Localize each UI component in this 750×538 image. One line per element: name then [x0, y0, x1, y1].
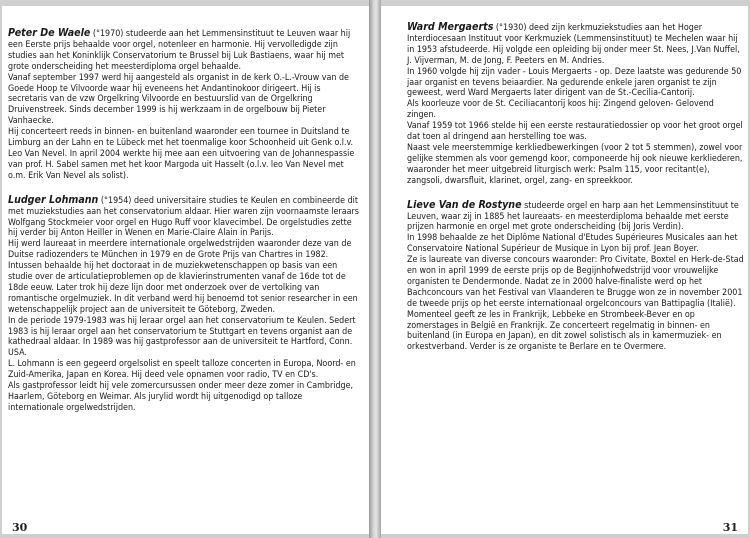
- bio-paragraph: In 1998 behaalde ze het Diplôme National d'Etudes Supérieures Musicales aan het Conservatoire National Supérieur de Musique in Lyon bij prof. Jean Boyer.: [407, 233, 738, 255]
- left-page: [2, 6, 369, 534]
- bio-ludger-lohmann: [8, 195, 360, 414]
- bio-paragraph: [8, 28, 360, 73]
- bio-paragraph: Vanaf september 1997 werd hij aangesteld als organist in de kerk O.-L.-Vrouw van de Goede Hoop te Vilvoorde waar hij eveneens het Andantinokoor dirigeert. Hij is secretaris van de vzw Orgelkring Vilvoorde en bestuurslid van de Orgelkring Druivenstreek. Sinds december 1999 is hij werkzaam in de orgelbouw bij Pieter Vanhaecke.: [8, 72, 349, 127]
- bio-paragraph: L. Lohmann is een gegeerd orgelsolist en speelt talloze concerten in Europa, Noord- en Zuid-Amerika, Japan en Korea. Hij deed vele opnamen voor radio, TV en CD's.: [8, 359, 356, 381]
- bio-name: Ludger Lohmann: [8, 193, 99, 206]
- right-page-text: [407, 22, 745, 366]
- right-page: [381, 6, 748, 534]
- bio-paragraph: Momenteel geeft ze les in Frankrijk, Lebbeke en Strombeek-Bever en op zomerstages in België en Frankrijk. Ze concerteert regelmatig in binnen- en buitenland (in Europa en Japan), en dit zowel solistisch als in kamermuziek- en orkestverband. Verder is ze organiste te Berlare en te Overmere.: [407, 309, 722, 353]
- bio-paragraph: [8, 195, 360, 240]
- bio-name: Ward Mergaerts: [407, 21, 494, 33]
- book-gutter: [369, 0, 381, 538]
- bio-intro-text: studeerde orgel en harp aan het Lemmensinstituut te Leuven, waar zij in 1885 het laureaats- en meesterdiploma behaalde met eerste prijzen harmonie en orgel met grote onderscheiding (bij Joris Verdin).: [407, 200, 739, 233]
- bio-paragraph: Hij concerteert reeds in binnen- en buitenland waaronder een tournee in Duitsland te Limburg an der Lahn en te Lübeck met het toenmalige koor Schoonheid uit Genk o.l.v. Leo Van Nevel. In april 2004 werkte hij mee aan een uitvoering van de Johannespassie van prof. H. Sabel samen met het koor Margoda uit Hasselt (o.l.v. leo Van Nevel met o.m. Erik Van Nevel als solist).: [8, 127, 355, 181]
- bio-name: Peter De Waele: [8, 27, 91, 39]
- bio-paragraph: Ze is laureate van diverse concours waaronder: Pro Civitate, Boxtel en Herk-de-Stad en won in april 1999 de eerste prijs op de Begijnhofwedstrijd voor vrouwelijke organisten te Dendermonde. Nadat ze in 2000 halve-finaliste werd op het Bachconcours van het Festival van Vlaanderen te Brugge won ze in november 2001 de tweede prijs op het eerste internationaal orgelconcours van Battipaglia (Italië).: [407, 255, 744, 309]
- bio-paragraph: Als gastprofessor leidt hij vele zomercursussen onder meer deze zomer in Cambridge, Haarlem, Göteborg en Weimar. Als jurylid wordt hij uitgenodigd op talloze internationale orgelwedstrijden.: [8, 381, 354, 413]
- bio-intro-text: (°1930) deed zijn kerkmuziekstudies aan het Hoger Interdiocesaan Instituut voor Kerkmuziek (Lemmensinstituut) te Mechelen waar hij in 1953 afstudeerde. Hij volgde een opleiding bij onder meer St. Nees, J.Van Nuffel, J. Vijverman, M. de Jong, F. Peeters en M. Andries.: [407, 23, 740, 66]
- bio-peter-de-waele: [8, 28, 360, 182]
- left-page-text: [8, 28, 360, 427]
- bio-paragraph: In de periode 1979-1983 was hij leraar orgel aan het conservatorium te Keulen. Sedert 1983 is hij leraar orgel aan het conservatorium te Stuttgart en tevens organist aan de kathedraal aldaar. In 1989 was hij gastprofessor aan de universiteit te Hartford, Conn. USA.: [8, 315, 356, 359]
- bio-paragraph: [407, 22, 745, 67]
- bio-paragraph: [407, 200, 745, 234]
- bio-paragraph: Intussen behaalde hij het doctoraat in de muziekwetenschappen op basis van een studie over de articulatieproblemen op de klavierinstrumenten vanaf de 16de tot de 18de eeuw. Later trok hij deze lijn door met onderzoek over de vertolking van romantische orgelmuziek. In dit verband werd hij benoemd tot senior researcher in een wetenschappelijk project aan de universiteit te Göteborg, Zweden.: [8, 261, 358, 315]
- bio-paragraph: Naast vele meerstemmige kerkliedbewerkingen (voor 2 tot 5 stemmen), zowel voor gelijke stemmen als voor gemengd koor, componeerde hij ook nieuwe kerkliederen, waaronder het meer uitgebreid liturgisch werk: Psalm 115, voor recitant(e), zangsoli, dwarsfluit, klarinet, orgel, zang- en spreekkoor.: [407, 142, 743, 186]
- page-number: 31: [722, 521, 738, 534]
- bio-lieve-van-de-rostyne: [407, 200, 745, 354]
- bio-ward-mergaerts: [407, 22, 745, 187]
- bio-paragraph: Als koorleuze voor de St. Ceciliacantorij koos hij: Zingend geloven- Gelovend zingen.: [407, 99, 714, 121]
- bio-paragraph: Hij werd laureaat in meerdere internationale orgelwedstrijden waaronder deze van de Duitse radiozenders te München in 1979 en de Grote Prijs van Chartres in 1982.: [8, 239, 352, 261]
- bio-intro-text: (°1970) studeerde aan het Lemmensinstituut te Leuven waar hij een Eerste prijs behaalde voor orgel, notenleer en harmonie. Hij vervolledigde zijn studies aan het Koninklijk Conservatorium te Brussel bij Luk Bastiaens, waar hij met grote onderscheiding het meesterdiploma orgel behaalde.: [8, 29, 351, 72]
- bio-name: Lieve Van de Rostyne: [407, 198, 522, 211]
- bio-paragraph: In 1960 volgde hij zijn vader - Louis Mergaerts - op. Deze laatste was gedurende 50 jaar organist en tevens beiaardier. Na gedurende enkele jaren organist te zijn geweest, werd Ward Mergaerts later dirigent van de St.-Cecilia-Cantorij.: [407, 66, 742, 99]
- bio-paragraph: Vanaf 1959 tot 1966 stelde hij een eerste restauratiedossier op voor het groot orgel dat toen al dringend aan herstelling toe was.: [407, 121, 743, 143]
- bio-intro-text: (°1954) deed universitaire studies te Keulen en combineerde dit met muziekstudies aan het conservatorium aldaar. Hier waren zijn voornaamste leraars Wolfgang Stockmeier voor orgel en Hugo Ruff voor klavecimbel. De orgelstudies zette hij verder bij Anton Heiller in Wenen en Marie-Claire Alain in Parijs.: [8, 195, 359, 239]
- page-number: 30: [12, 521, 28, 534]
